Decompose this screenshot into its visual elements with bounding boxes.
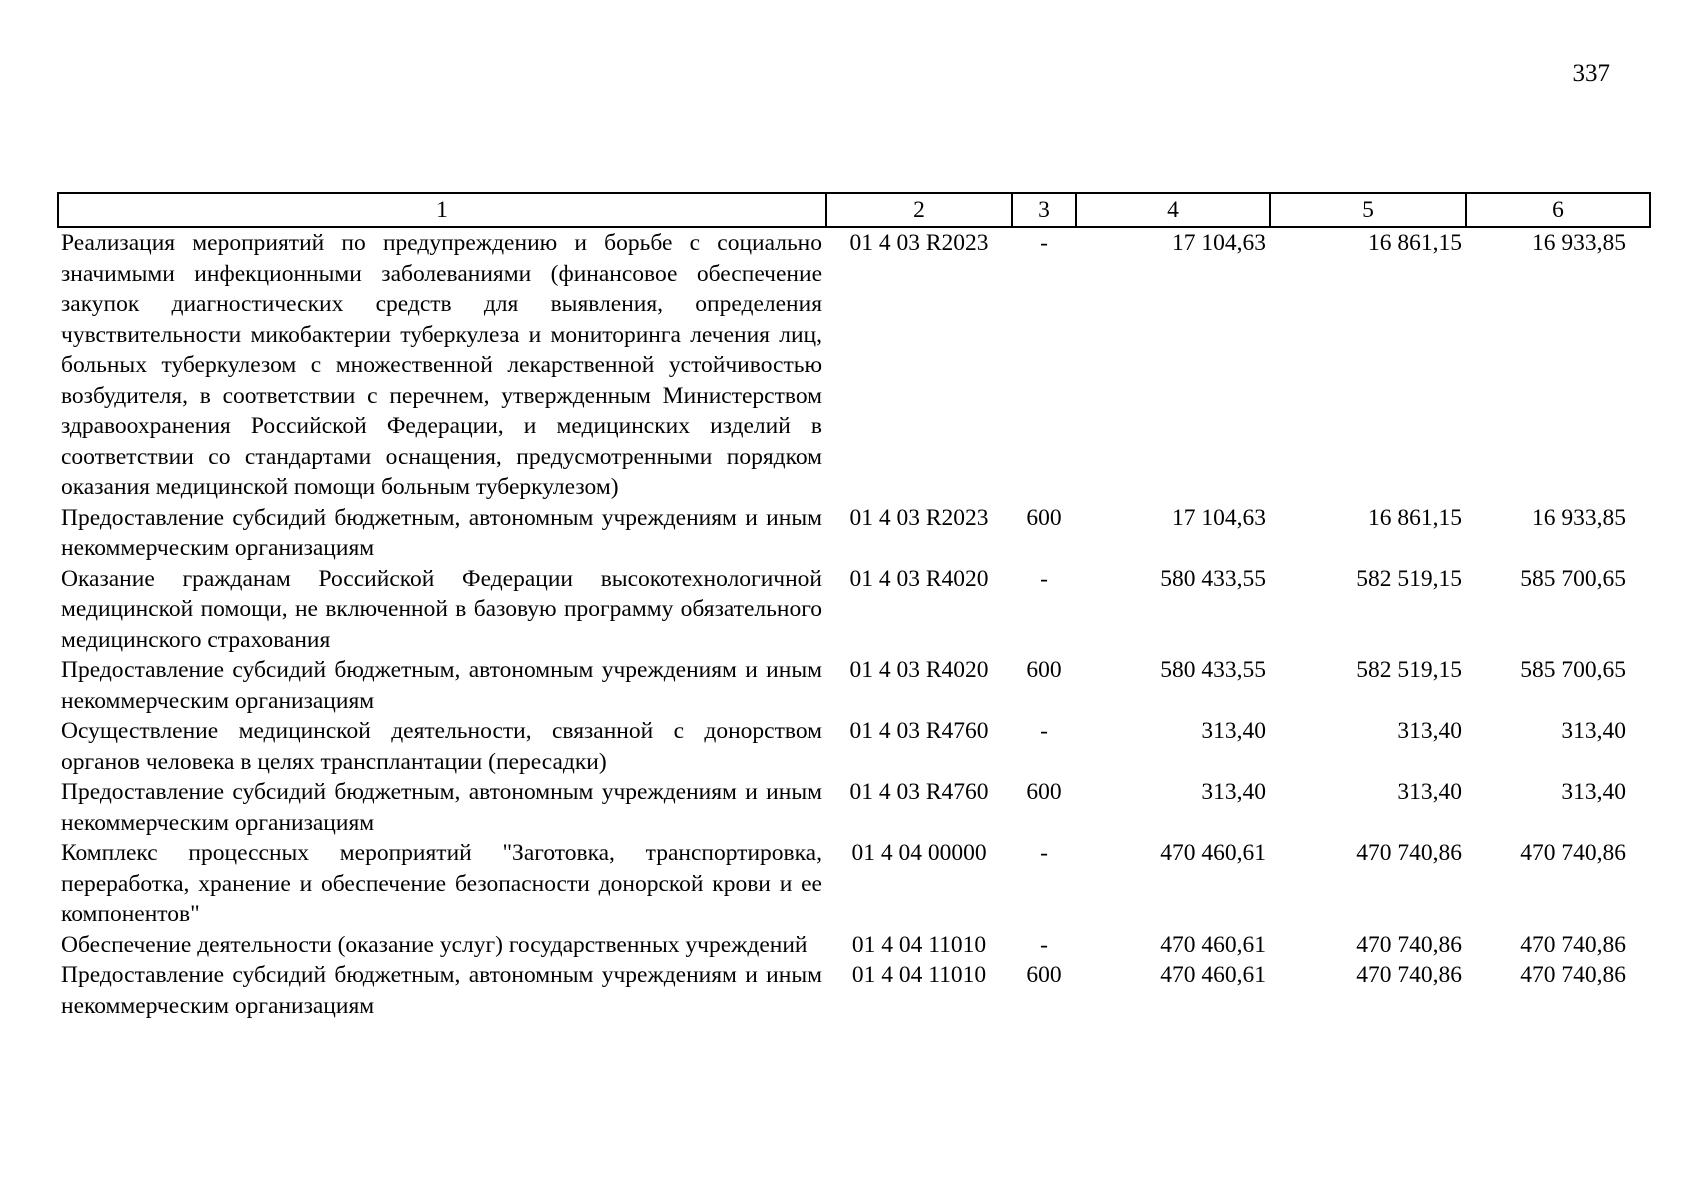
col-header-3: 3 xyxy=(1012,193,1076,227)
col-header-1: 1 xyxy=(58,193,826,227)
table-row xyxy=(58,655,1650,716)
table-row xyxy=(58,716,1650,777)
row-code: 01 4 03 R4760 xyxy=(849,718,989,744)
row-code: 01 4 03 R4020 xyxy=(849,565,989,592)
row-name: Предоставление субсидий бюджетным, автономным учреждениям и иным некоммерческим организациям xyxy=(61,657,822,714)
row-value-4: 580 433,55 xyxy=(1160,565,1266,592)
row-value-4: 470 460,61 xyxy=(1160,962,1266,988)
page-number: 337 xyxy=(1572,60,1610,87)
row-name: Комплекс процессных мероприятий "Заготовка, транспортировка, переработка, хранение и обеспечение безопасности донорской крови и ее компонентов" xyxy=(61,840,822,927)
row-name: Предоставление субсидий бюджетным, автономным учреждениям и иным некоммерческим организациям xyxy=(61,962,822,1019)
row-value-4: 580 433,55 xyxy=(1160,657,1266,683)
row-value-6: 470 740,86 xyxy=(1520,931,1626,958)
row-name: Оказание гражданам Российской Федерации высокотехнологичной медицинской помощи, не включенной в базовую программу обязательного медицинского страхования xyxy=(61,565,822,653)
table-row xyxy=(58,564,1650,656)
row-name: Осуществление медицинской деятельности, связанной с донорством органов человека в целях трансплантации (пересадки) xyxy=(61,718,822,775)
row-value-4: 313,40 xyxy=(1201,718,1266,744)
row-name: Реализация мероприятий по предупреждению и борьбе с социально значимыми инфекционными заболеваниями (финансовое обеспечение закупок диагностических средств для выявления, определения чувствительности микобактерии туберкулеза и мониторинга лечения лиц, больных туберкулезом с множественной лекарственной устойчивостью возбудителя, в соответствии с перечнем, утвержденным Министерством здравоохранения Российской Федерации, и медицинских изделий в соответствии со стандартами оснащения, предусмотренными порядком оказания медицинской помощи больным туберкулезом) xyxy=(61,230,822,500)
row-type: - xyxy=(1040,718,1048,744)
row-code: 01 4 03 R4020 xyxy=(849,657,989,683)
row-value-5: 470 740,86 xyxy=(1356,931,1462,958)
row-value-6: 585 700,65 xyxy=(1520,657,1626,683)
row-value-5: 582 519,15 xyxy=(1356,657,1462,683)
col-header-5: 5 xyxy=(1270,193,1466,227)
table-row xyxy=(58,960,1650,1021)
row-value-4: 17 104,63 xyxy=(1172,230,1266,256)
table-row xyxy=(58,227,1650,503)
col-header-4: 4 xyxy=(1076,193,1270,227)
row-value-6: 313,40 xyxy=(1561,779,1626,805)
row-value-5: 470 740,86 xyxy=(1356,962,1462,988)
col-header-2: 2 xyxy=(826,193,1012,227)
row-type: 600 xyxy=(1026,504,1062,531)
row-value-5: 16 861,15 xyxy=(1368,504,1462,531)
row-code: 01 4 03 R2023 xyxy=(849,504,989,531)
row-value-5: 313,40 xyxy=(1397,718,1462,744)
row-value-5: 582 519,15 xyxy=(1356,565,1462,592)
row-value-4: 470 460,61 xyxy=(1160,931,1266,958)
row-type: 600 xyxy=(1026,962,1062,988)
row-value-4: 470 460,61 xyxy=(1160,840,1266,866)
row-value-6: 470 740,86 xyxy=(1520,840,1626,866)
row-value-5: 16 861,15 xyxy=(1368,230,1462,256)
table-row xyxy=(58,777,1650,838)
row-type: - xyxy=(1040,230,1048,256)
budget-table xyxy=(57,192,1651,1021)
row-code: 01 4 04 11010 xyxy=(851,962,987,988)
row-type: - xyxy=(1040,565,1048,592)
row-value-5: 470 740,86 xyxy=(1356,840,1462,866)
row-value-5: 313,40 xyxy=(1397,779,1462,805)
col-header-6: 6 xyxy=(1466,193,1650,227)
table-row xyxy=(58,930,1650,961)
row-value-6: 16 933,85 xyxy=(1532,504,1626,531)
row-code: 01 4 04 00000 xyxy=(851,840,987,866)
row-code: 01 4 03 R4760 xyxy=(849,779,989,805)
header-row xyxy=(58,193,1650,227)
row-type: 600 xyxy=(1026,657,1062,683)
row-code: 01 4 03 R2023 xyxy=(849,230,989,256)
row-value-4: 17 104,63 xyxy=(1172,504,1266,531)
row-value-6: 585 700,65 xyxy=(1520,565,1626,592)
row-value-6: 16 933,85 xyxy=(1532,230,1626,256)
row-type: - xyxy=(1040,931,1048,958)
table-row xyxy=(58,503,1650,564)
row-type: - xyxy=(1040,840,1048,866)
row-type: 600 xyxy=(1026,779,1062,805)
row-value-6: 470 740,86 xyxy=(1520,962,1626,988)
row-name: Обеспечение деятельности (оказание услуг) государственных учреждений xyxy=(61,931,808,958)
row-name: Предоставление субсидий бюджетным, автономным учреждениям и иным некоммерческим организациям xyxy=(61,779,822,836)
row-code: 01 4 04 11010 xyxy=(851,931,987,958)
table-row xyxy=(58,838,1650,930)
row-value-6: 313,40 xyxy=(1561,718,1626,744)
row-name: Предоставление субсидий бюджетным, автономным учреждениям и иным некоммерческим организациям xyxy=(61,504,822,561)
row-value-4: 313,40 xyxy=(1201,779,1266,805)
